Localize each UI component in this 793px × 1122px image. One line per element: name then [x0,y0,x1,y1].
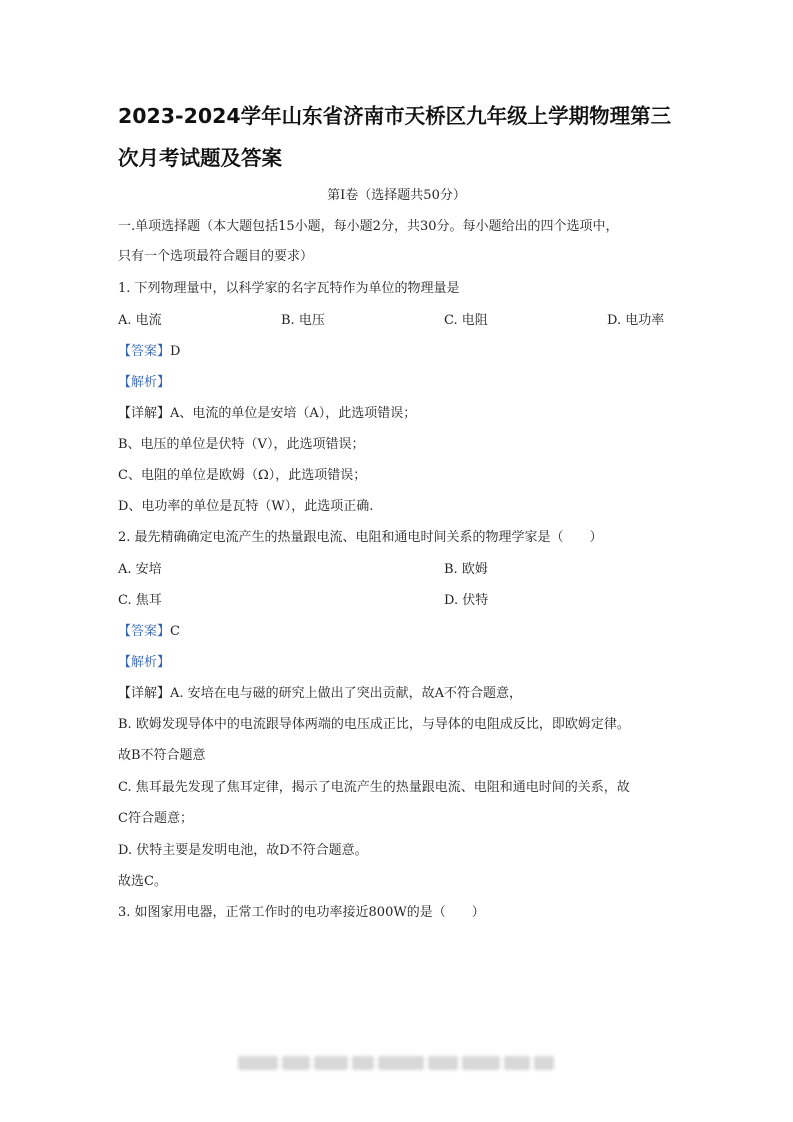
blurred-footer-watermark [238,1054,556,1072]
q2-stem: 2. 最先精确确定电流产生的热量跟电流、电阻和通电时间关系的物理学家是（ ） [118,530,603,545]
q1-option-d: D. 电功率 [607,313,665,328]
q1-detail-tag: 【详解】 [118,406,171,421]
q1-answer-tag: 【答案】 [118,344,171,359]
part-intro-line-1: 一.单项选择题（本大题包括15小题，每小题2分，共30分。每小题给出的四个选项中， [118,219,619,234]
q1-detail-text-1: A、电流的单位是安培（A），此选项错误； [170,406,417,421]
q2-detail-text-1: A. 安培在电与磁的研究上做出了突出贡献，故A不符合题意， [170,686,523,701]
q1-analysis [118,374,170,392]
q2-detail-line-5: C符合题意； [118,811,193,826]
part-intro-line-2: 只有一个选项最符合题目的要求） [118,249,314,264]
q2-detail-line-2: B. 欧姆发现导体中的电流跟导体两端的电压成正比，与导体的电阻成反比，即欧姆定律。 [118,717,630,732]
q2-detail-line-1 [118,685,522,703]
q2-analysis-tag: 【解析】 [118,655,171,670]
q1-analysis-tag: 【解析】 [118,375,171,390]
q2-answer [118,623,180,641]
q2-detail-line-3: 故B不符合题意 [118,748,206,763]
q2-option-c: C. 焦耳 [118,593,162,608]
q2-detail-line-4: C. 焦耳最先发现了焦耳定律，揭示了电流产生的热量跟电流、电阻和通电时间的关系，故 [118,780,630,795]
q1-option-a: A. 电流 [118,313,162,328]
q1-detail-line-3: C、电阻的单位是欧姆（Ω），此选项错误； [118,468,367,483]
blur-segment [352,1056,374,1070]
blur-segment [504,1056,530,1070]
q1-answer-value: D [170,344,181,359]
document-title-line-1: 2023-2024学年山东省济南市天桥区九年级上学期物理第三 [118,104,672,128]
q2-option-b: B. 欧姆 [444,562,488,577]
q1-detail-line-1 [118,405,416,423]
q2-analysis [118,654,170,672]
q2-detail-line-7: 故选C。 [118,874,167,889]
blur-segment [238,1056,278,1070]
blur-segment [534,1056,554,1070]
q1-stem: 1. 下列物理量中，以科学家的名字瓦特作为单位的物理量是 [118,281,460,296]
blur-segment [314,1056,348,1070]
q1-detail-line-2: B、电压的单位是伏特（V），此选项错误； [118,437,365,452]
q1-option-b: B. 电压 [281,313,325,328]
blur-segment [378,1056,424,1070]
q2-detail-line-6: D. 伏特主要是发明电池，故D不符合题意。 [118,843,368,858]
q1-detail-line-4: D、电功率的单位是瓦特（W），此选项正确. [118,499,374,514]
q2-option-a: A. 安培 [118,562,162,577]
q1-answer [118,343,180,361]
section-header: 第I卷（选择题共50分） [327,188,466,203]
q2-answer-tag: 【答案】 [118,624,171,639]
q2-answer-value: C [170,624,180,639]
q3-stem: 3. 如图家用电器，正常工作时的电功率接近800W的是（ ） [118,905,485,920]
q2-detail-tag: 【详解】 [118,686,171,701]
blur-segment [428,1056,458,1070]
q2-option-d: D. 伏特 [444,593,489,608]
blur-segment [282,1056,310,1070]
blur-segment [462,1056,500,1070]
document-title-line-2: 次月考试题及答案 [118,146,282,170]
q1-option-c: C. 电阻 [444,313,488,328]
